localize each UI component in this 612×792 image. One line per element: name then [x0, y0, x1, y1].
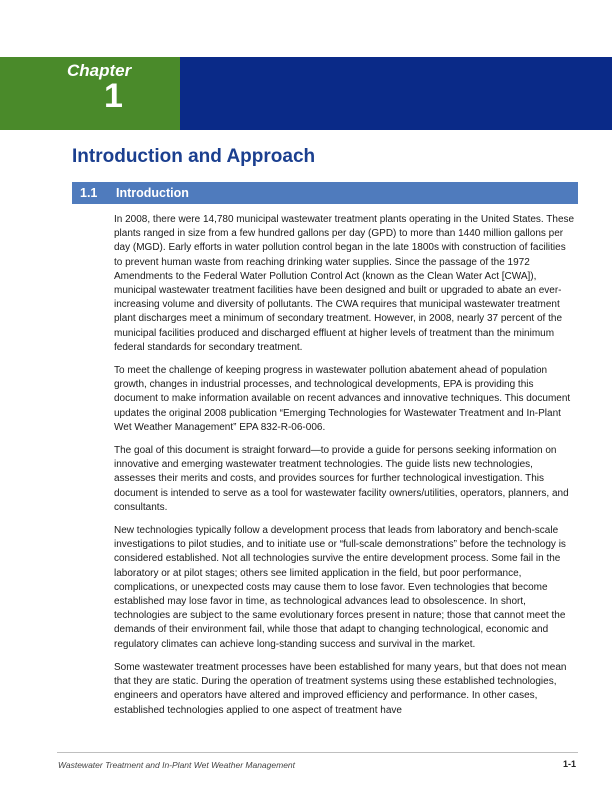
chapter-banner	[0, 57, 612, 130]
chapter-number: 1	[104, 77, 123, 115]
chapter-block	[0, 57, 180, 130]
paragraph: New technologies typically follow a development process that leads from laboratory and bench-scale investigations to pilot studies, and to initiate use or “full-scale demonstrations” before the technology is considered established. Not all technologies survive the entire development process. Some fail in the laboratory or at pilot stages; others see limited application in the field, but poor performance, complications, or unexpected costs may cause them to lose favor. Even technologies that become established may lose favor in time, as technological advances lead to obsolescence. In short, technologies are subject to the same evolutionary forces present in nature; those that cannot meet the demands of their environment fail, while those that adapt to changing technological, economic and regulatory climates can achieve long-standing success and survival in the market.	[114, 525, 566, 650]
chapter-label: Chapter	[67, 61, 132, 80]
page-title: Introduction and Approach	[72, 146, 316, 167]
section-title: Introduction	[116, 186, 189, 200]
section-heading-bar	[72, 182, 578, 204]
banner-blue-band	[180, 57, 612, 130]
paragraph: To meet the challenge of keeping progress in wastewater pollution abatement ahead of population growth, changes in industrial processes, and technological developments, EPA is providing this document to make information available on recent advances and innovative techniques. This document updates the original 2008 publication “Emerging Technologies for Wastewater Treatment and In-Plant Wet Weather Management” EPA 832-R-06-006.	[114, 365, 571, 433]
footer-divider	[57, 752, 578, 753]
body-text	[114, 213, 576, 727]
paragraph: Some wastewater treatment processes have been established for many years, but that does not mean that they are static. During the operation of treatment systems using these established technologies, engineers and operators have altered and improved efficiency and performance. In other cases, established technologies applied to one aspect of treatment have	[114, 661, 567, 716]
paragraph: In 2008, there were 14,780 municipal wastewater treatment plants operating in the United States. These plants ranged in size from a few hundred gallons per day (GPD) to more than 1440 million gallons per day (MGD). Early efforts in water pollution control began in the late 1800s with construction of facilities to prevent human waste from reaching drinking water supplies. Since the passage of the 1972 Amendments to the Federal Water Pollution Control Act (known as the Clean Water Act [CWA]), municipal wastewater treatment facilities have been designed and built or upgraded to abate an ever-increasing volume and diversity of pollutants. The CWA requires that municipal wastewater treatment plant discharges meet a minimum of secondary treatment. However, in 2008, nearly 37 percent of the municipal facilities produced and discharged effluent at higher levels of treatment than the minimum federal standards for secondary treatment.	[114, 214, 575, 353]
footer-page-number: 1-1	[562, 759, 576, 769]
section-number: 1.1	[80, 186, 98, 200]
paragraph: The goal of this document is straight forward—to provide a guide for persons seeking information on innovative and emerging wastewater treatment technologies. The guide lists new technologies, assesses their merits and costs, and provides sources for further technological investigation. This document is intended to serve as a tool for wastewater facility owners/utilities, operators, planners, and consultants.	[114, 445, 569, 513]
footer-document-title: Wastewater Treatment and In-Plant Wet Weather Management	[58, 760, 296, 770]
